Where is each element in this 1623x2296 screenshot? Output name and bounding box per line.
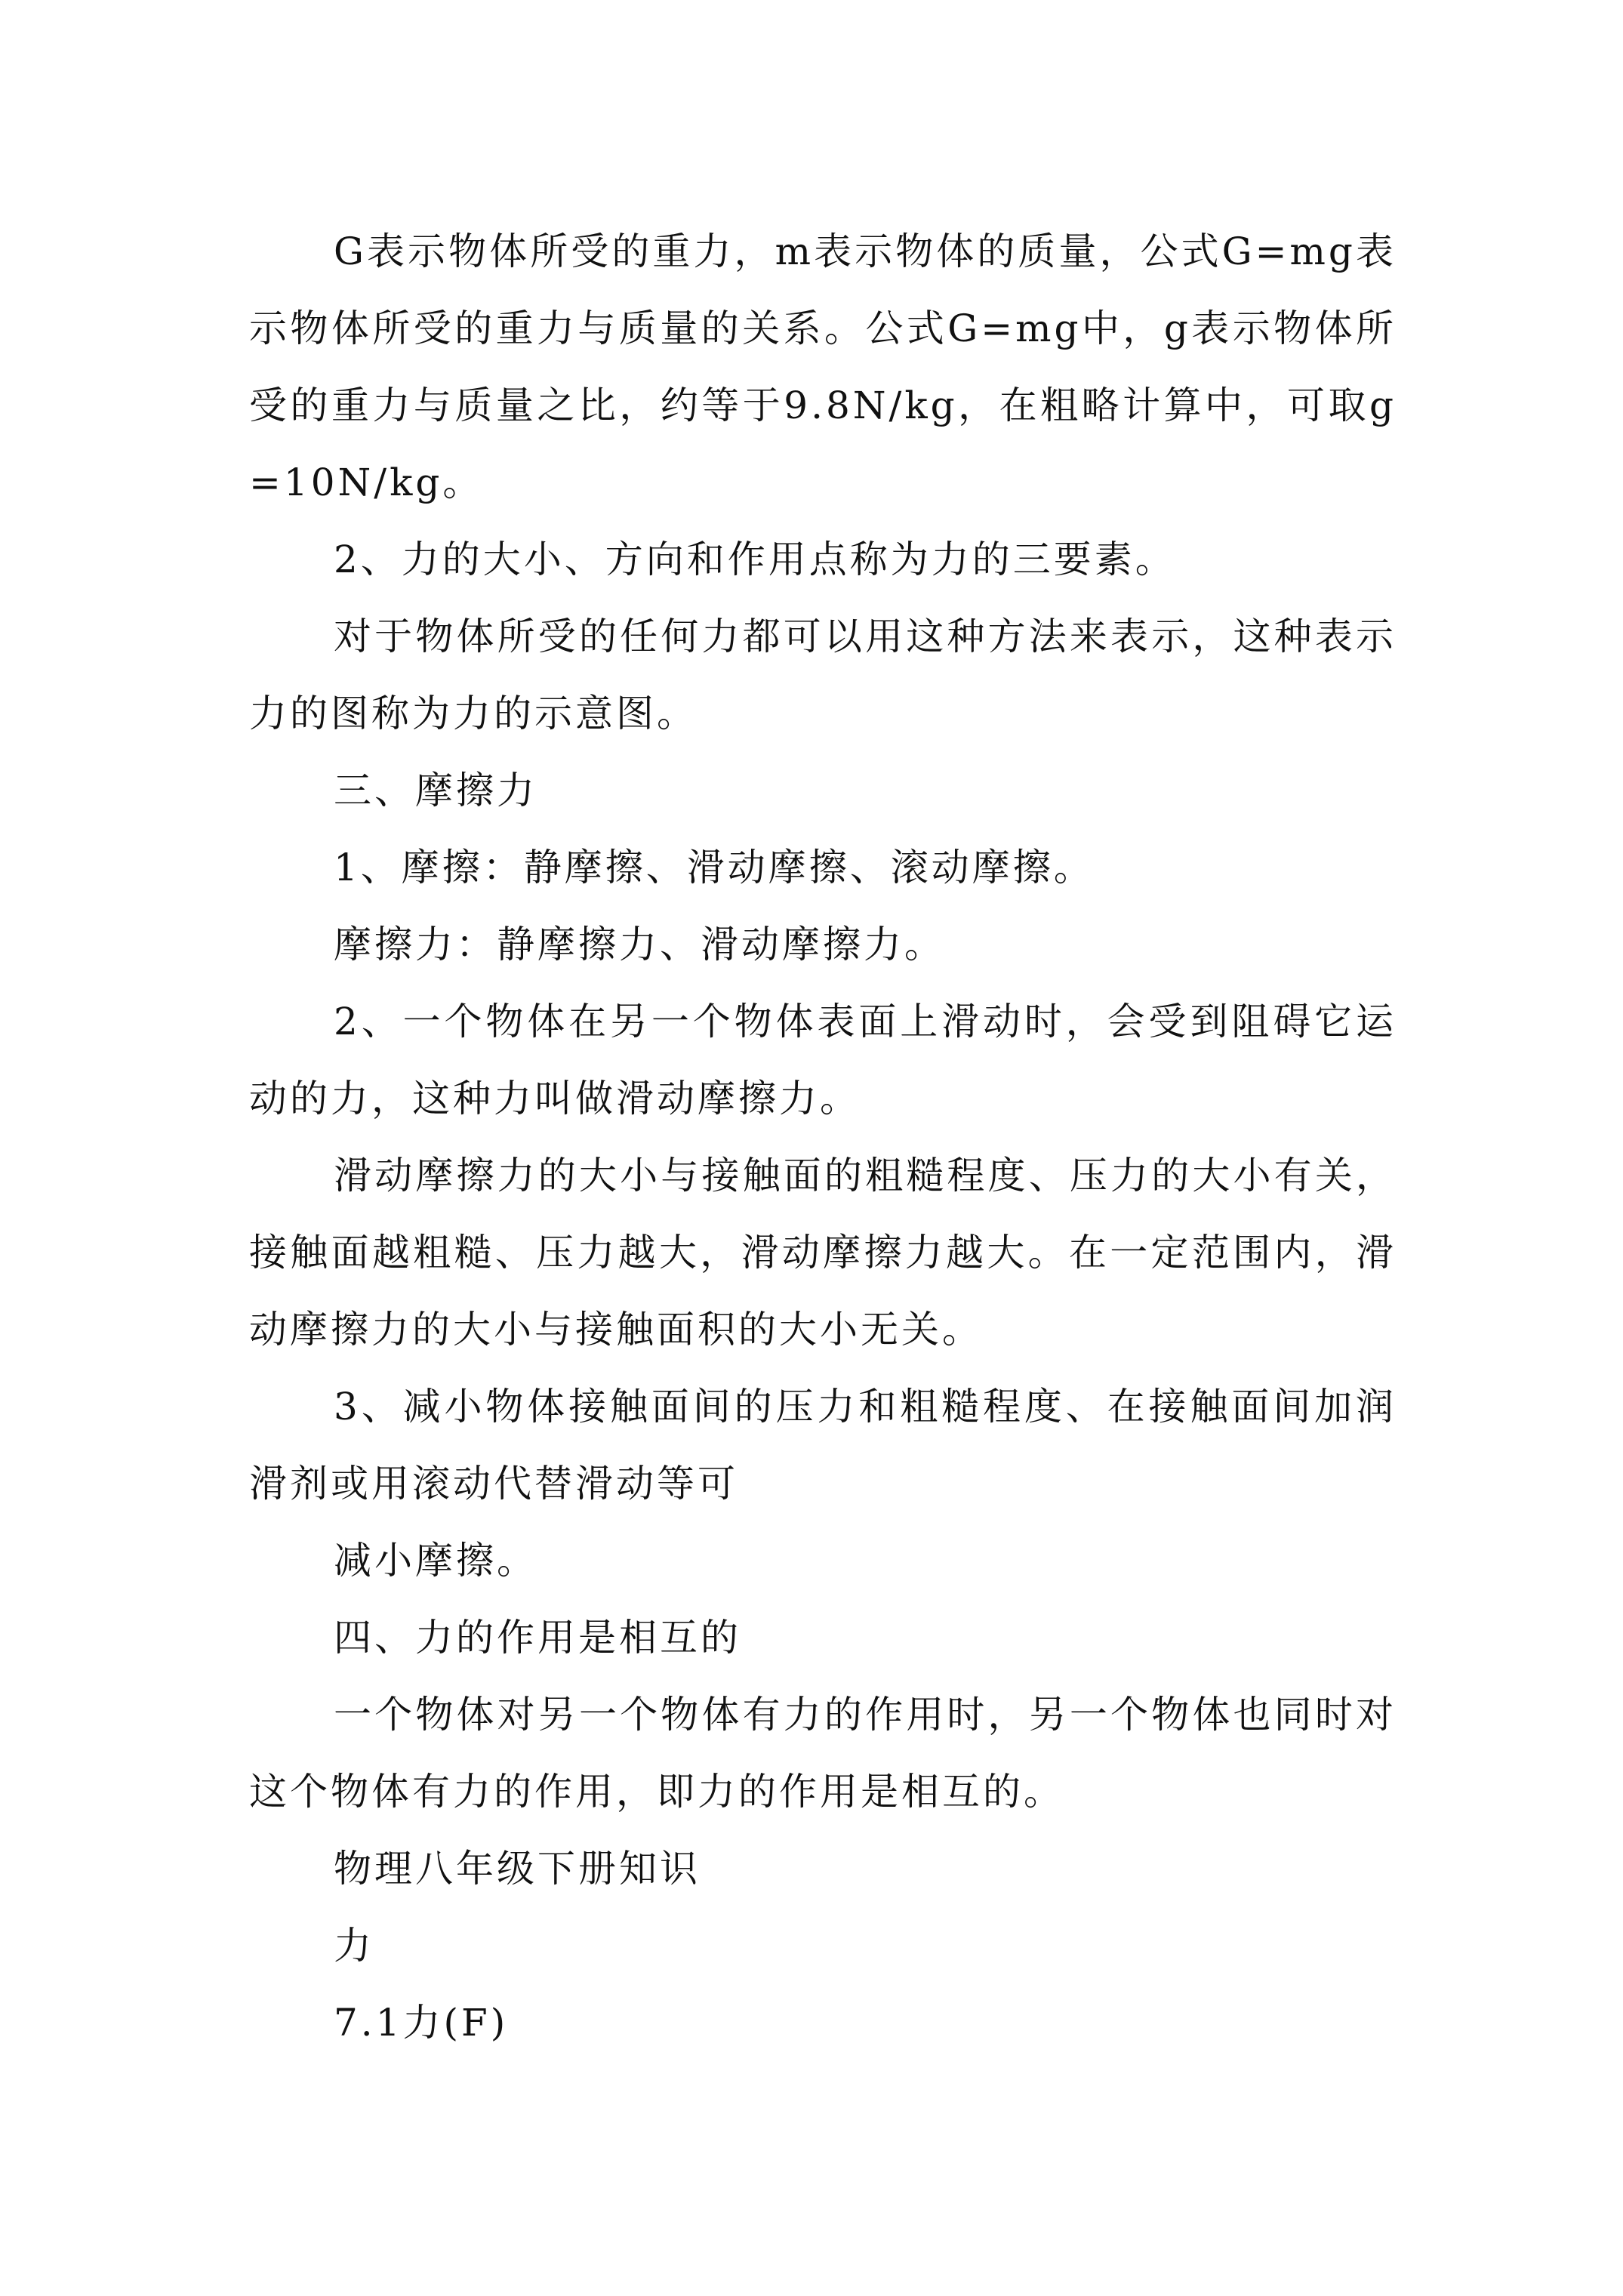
- paragraph-force-elements: 2、力的大小、方向和作用点称为力的三要素。: [334, 538, 1176, 581]
- paragraph-reduce-friction-end: 减小摩擦。: [334, 1539, 537, 1583]
- paragraph-friction-forces: 摩擦力：静摩擦力、滑动摩擦力。: [334, 923, 945, 966]
- heading-force: 力: [334, 1924, 374, 1968]
- paragraph-gravity-formula: G表示物体所受的重力，m表示物体的质量，公式G=mg表示物体所受的重力与质量的关系。公式G=mg中，g表示物体所受的重力与质量之比，约等于9.8N/kg，在粗略计算中，可取g=10N/kg。: [249, 230, 1397, 504]
- paragraph-force-diagram: 对于物体所受的任何力都可以用这种方法来表示，这种表示力的图称为力的示意图。: [249, 615, 1397, 735]
- heading-physics-grade-eight: 物理八年级下册知识: [334, 1847, 701, 1891]
- section-heading-mutual-force: 四、力的作用是相互的: [334, 1616, 741, 1660]
- paragraph-sliding-friction-factors: 滑动摩擦力的大小与接触面的粗糙程度、压力的大小有关，接触面越粗糙、压力越大，滑动摩擦力越大。在一定范围内，滑动摩擦力的大小与接触面积的大小无关。: [249, 1154, 1397, 1351]
- paragraph-mutual-force: 一个物体对另一个物体有力的作用时，另一个物体也同时对这个物体有力的作用，即力的作用是相互的。: [249, 1693, 1397, 1814]
- paragraph-reduce-friction: 3、减小物体接触面间的压力和粗糙程度、在接触面间加润滑剂或用滚动代替滑动等可: [249, 1385, 1397, 1505]
- section-heading-friction: 三、摩擦力: [334, 769, 537, 812]
- document-body: [249, 213, 1397, 2061]
- heading-section-7-1: 7.1力(F): [334, 2001, 509, 2045]
- paragraph-friction-types: 1、摩擦：静摩擦、滑动摩擦、滚动摩擦。: [334, 846, 1095, 889]
- paragraph-sliding-friction-definition: 2、一个物体在另一个物体表面上滑动时，会受到阻碍它运动的力，这种力叫做滑动摩擦力。: [249, 1000, 1397, 1120]
